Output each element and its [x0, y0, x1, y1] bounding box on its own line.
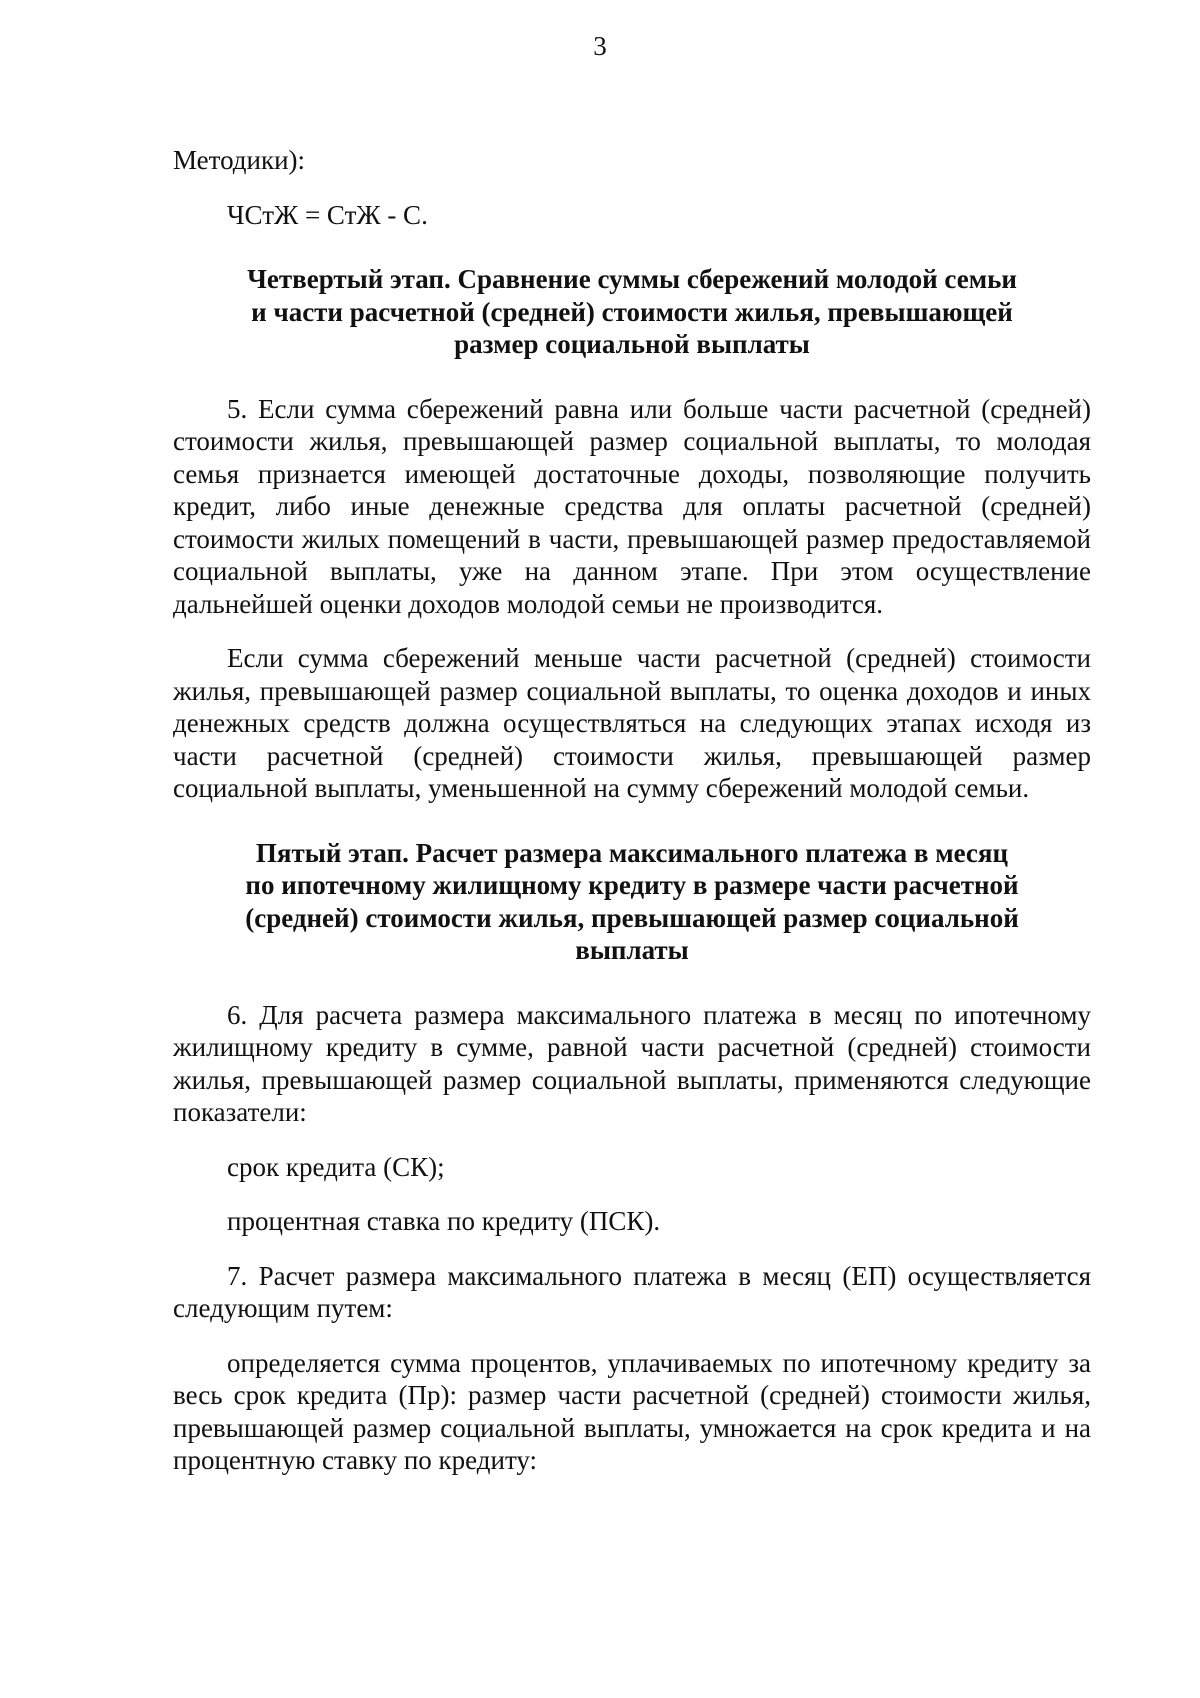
- page-number: 3: [593, 31, 607, 61]
- section-5-heading-line: по ипотечному жилищному кредиту в размере части расчетной: [245, 870, 1019, 900]
- section-5-heading-line: выплаты: [575, 935, 689, 965]
- section-5-heading: [173, 837, 1091, 967]
- section-4-heading-line: и части расчетной (средней) стоимости жилья, превышающей: [251, 296, 1013, 327]
- paragraph-7: 7. Расчет размера максимального платежа в месяц (ЕП) осуществляется следующим путем:: [173, 1260, 1091, 1323]
- section-5-heading-line: (средней) стоимости жилья, превышающей размер социальной: [245, 902, 1019, 933]
- section-4-heading-line: размер социальной выплаты: [454, 329, 810, 359]
- section-4-heading: [173, 263, 1091, 361]
- document-body: [173, 144, 1091, 1477]
- paragraph-6: 6. Для расчета размера максимального платежа в месяц по ипотечному жилищному кредиту в сумме, равной части расчетной (средней) стоимости жилья, превышающей размер социальной выплаты, применяются следующие показатели:: [173, 999, 1091, 1127]
- section-5-heading-line: Пятый этап. Расчет размера максимального платежа в месяц: [255, 837, 1009, 868]
- section-4-heading-line: Четвертый этап. Сравнение суммы сбережений молодой семьи: [247, 264, 1017, 294]
- indicator-rate: процентная ставка по кредиту (ПСК).: [227, 1206, 661, 1236]
- paragraph-5: 5. Если сумма сбережений равна или больше части расчетной (средней) стоимости жилья, превышающей размер социальной выплаты, то молодая семья признается имеющей достаточные доходы, позволяющие получить кредит, либо иные денежные средства для оплаты расчетной (средней) стоимости жилых помещений в части, превышающей размер предоставляемой социальной выплаты, уже на данном этапе. При этом осуществление дальнейшей оценки доходов молодой семьи не производится.: [173, 393, 1091, 619]
- indicator-term: срок кредита (СК);: [227, 1151, 445, 1182]
- paragraph-5-continuation: Если сумма сбережений меньше части расчетной (средней) стоимости жилья, превышающей размер социальной выплаты, то оценка доходов и иных денежных средств должна осуществляться на следующих этапах исходя из части расчетной (средней) стоимости жилья, превышающей размер социальной выплаты, уменьшенной на сумму сбережений молодой семьи.: [173, 643, 1091, 803]
- paragraph-7-detail: определяется сумма процентов, уплачиваемых по ипотечному кредиту за весь срок кредита (Пр): размер части расчетной (средней) стоимости жилья, превышающей размер социальной выплаты, умножается на срок кредита и на процентную ставку по кредиту:: [173, 1347, 1091, 1475]
- intro-fragment: Методики):: [173, 145, 306, 175]
- formula: ЧСтЖ = СтЖ - С.: [227, 199, 428, 230]
